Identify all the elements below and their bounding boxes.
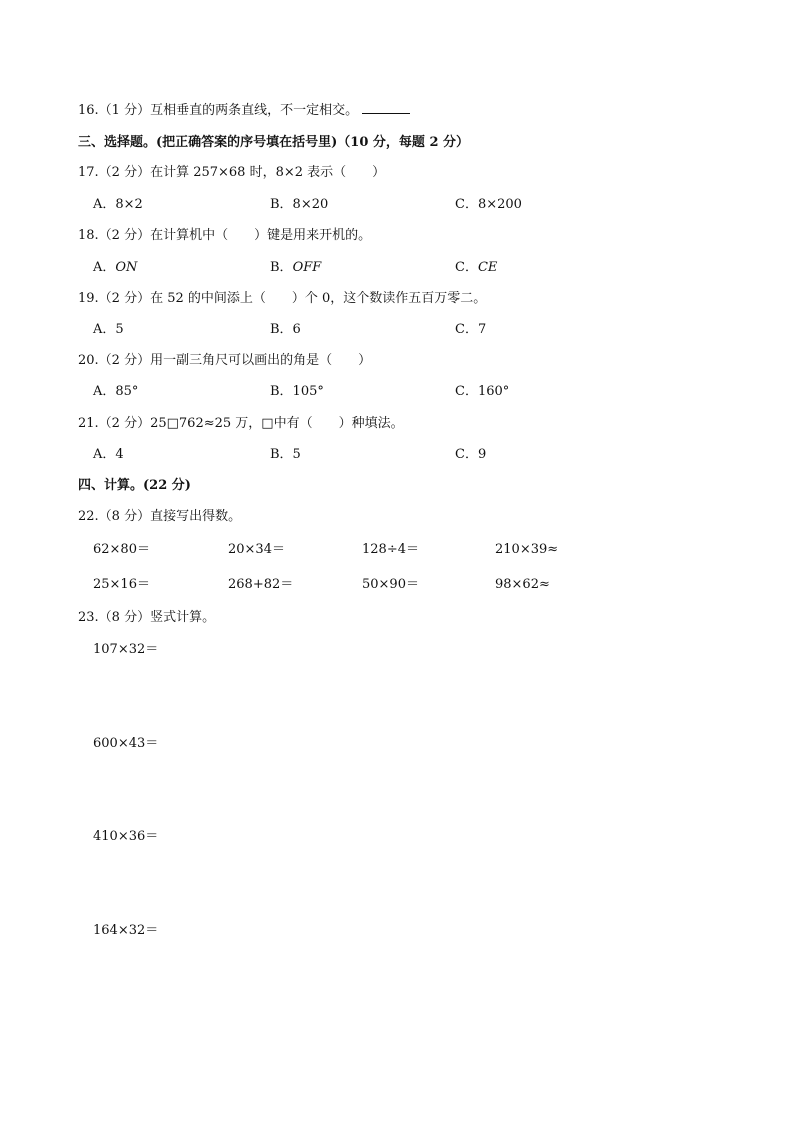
option-c[interactable] <box>455 260 497 276</box>
calc-item: 25×16＝ <box>93 577 150 592</box>
question-23-text: 23.（8 分）竖式计算。 <box>78 610 216 625</box>
option-c[interactable]: C．160° <box>455 384 510 399</box>
calc-item: 268+82＝ <box>228 577 294 592</box>
option-label: B． <box>270 260 293 275</box>
calc-item: 210×39≈ <box>495 542 559 557</box>
question-17-text: 17.（2 分）在计算 257×68 时，8×2 表示（ ） <box>78 165 386 180</box>
option-b[interactable]: B．5 <box>270 447 301 462</box>
option-c[interactable]: C．8×200 <box>455 197 522 212</box>
option-b[interactable]: B．6 <box>270 322 301 337</box>
calc-item: 98×62≈ <box>495 577 550 592</box>
question-16-text: 16.（1 分）互相垂直的两条直线，不一定相交。 <box>78 103 359 118</box>
option-a[interactable]: A．85° <box>93 384 139 399</box>
calc-item: 50×90＝ <box>362 577 419 592</box>
vertical-calc-item: 600×43＝ <box>93 736 159 751</box>
question-20-text: 20.（2 分）用一副三角尺可以画出的角是（ ） <box>78 353 372 368</box>
option-value: CE <box>477 260 498 275</box>
question-18-text: 18.（2 分）在计算机中（ ）键是用来开机的。 <box>78 228 372 243</box>
option-a[interactable]: A．5 <box>93 322 124 337</box>
option-b[interactable] <box>270 260 321 276</box>
option-label: C． <box>455 260 478 275</box>
option-b[interactable]: B．105° <box>270 384 324 399</box>
question-16 <box>78 103 410 119</box>
question-22-text: 22.（8 分）直接写出得数。 <box>78 509 242 524</box>
option-value: ON <box>115 260 138 275</box>
option-a[interactable]: A．8×2 <box>93 197 143 212</box>
option-value: OFF <box>292 260 322 275</box>
calc-item: 20×34＝ <box>228 542 285 557</box>
calc-item: 128÷4＝ <box>362 542 419 557</box>
vertical-calc-item: 164×32＝ <box>93 923 159 938</box>
section-4-title: 四、计算。(22 分) <box>78 478 191 493</box>
option-a[interactable] <box>93 260 137 276</box>
option-c[interactable]: C．7 <box>455 322 487 337</box>
vertical-calc-item: 410×36＝ <box>93 829 159 844</box>
section-3-title: 三、选择题。(把正确答案的序号填在括号里)（10 分，每题 2 分） <box>78 135 470 150</box>
vertical-calc-item: 107×32＝ <box>93 642 159 657</box>
option-a[interactable]: A．4 <box>93 447 124 462</box>
option-label: A． <box>93 260 116 275</box>
question-19-text: 19.（2 分）在 52 的中间添上（ ）个 0，这个数读作五百万零二。 <box>78 291 487 306</box>
question-21-text: 21.（2 分）25□762≈25 万，□中有（ ）种填法。 <box>78 416 404 431</box>
calc-item: 62×80＝ <box>93 542 150 557</box>
option-b[interactable]: B．8×20 <box>270 197 329 212</box>
option-c[interactable]: C．9 <box>455 447 487 462</box>
answer-blank[interactable] <box>362 103 410 114</box>
